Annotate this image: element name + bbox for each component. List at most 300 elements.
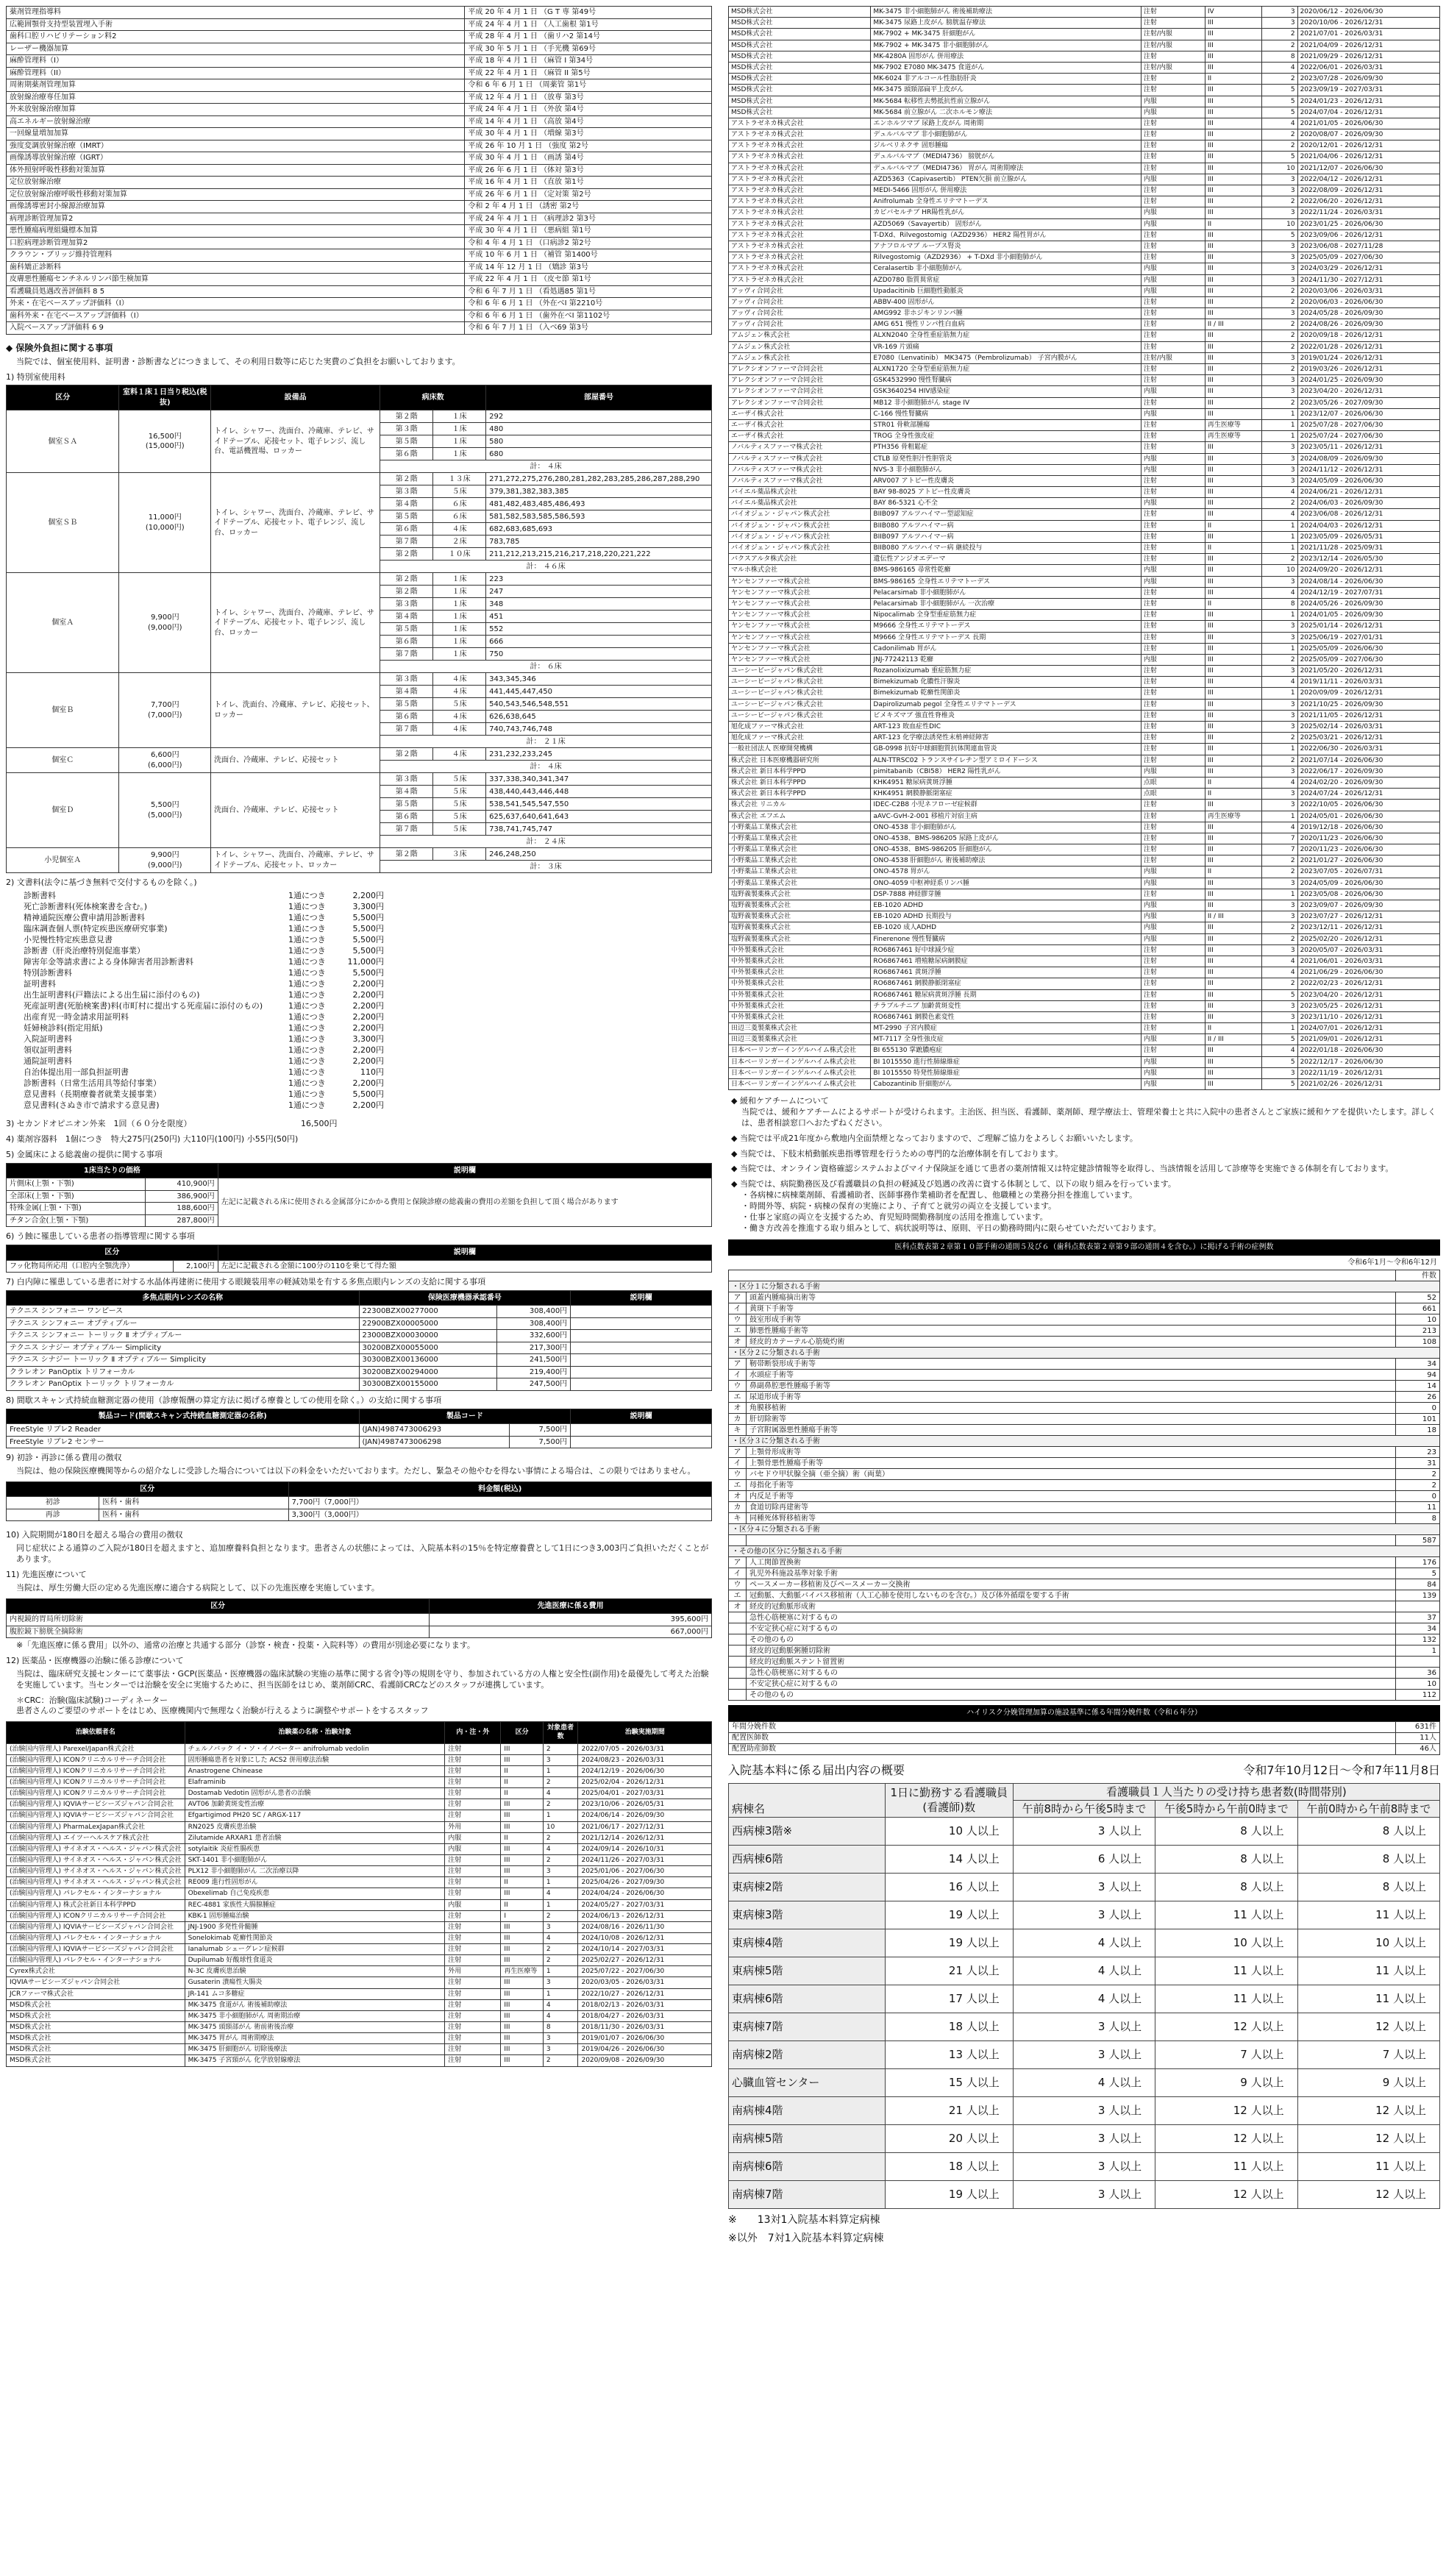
trial-sponsor: MSD株式会社 (729, 7, 871, 18)
advanced-head-fee: 先進医療に係る費用 (430, 1598, 712, 1614)
glucose-head-name: 製品コード(間歇スキャン式持続血糖測定器の名称) (7, 1409, 360, 1424)
trial-row (729, 989, 1440, 1000)
trial-phase: III (1205, 341, 1261, 352)
ward-ratio-evening: 8 人以上 (1155, 1874, 1297, 1901)
ward-ratio-evening: 12 人以上 (1155, 2125, 1297, 2153)
room-beds: １床 (433, 648, 486, 661)
trial-drug: BI 1015550 進行性肺線維症 (871, 1056, 1141, 1067)
trial-phase: III (1205, 397, 1261, 408)
caries-note: 左記に記載される金額に100分の110を乗じて得た額 (218, 1260, 711, 1273)
surgery-code (729, 1612, 747, 1623)
registration-name: レーザー機器加算 (7, 43, 465, 55)
surgery-count: 10 (1396, 1679, 1440, 1690)
room-numbers: 348 (486, 598, 712, 611)
crc-count: 2 (543, 2055, 578, 2066)
trial-route: 注射 (1141, 1023, 1205, 1034)
registration-row (7, 152, 712, 165)
ward-row (729, 1874, 1440, 1901)
crc-trial-row (7, 1754, 712, 1765)
trial-row (729, 174, 1440, 185)
ward-title: 入院基本料に係る届出内容の概要 (728, 1762, 905, 1777)
crc-route: 注射 (445, 1910, 501, 1921)
document-unit: 1通につき (288, 1034, 326, 1045)
trial-row (729, 576, 1440, 587)
trial-period: 2021/04/06 - 2026/12/31 (1297, 152, 1439, 163)
crc-phase: 再生医療等 (501, 1966, 543, 1977)
trial-period: 2019/11/11 - 2026/03/31 (1297, 677, 1439, 688)
lens-name: テクニス シンフォニー トーリック Ⅱ オプティブルー (7, 1330, 360, 1342)
trial-phase: III (1205, 207, 1261, 218)
crc-period: 2020/03/05 - 2026/03/31 (578, 1977, 712, 1988)
surgery-name: 冠動脈、大動脈バイパス移植術（人工心肺を使用しないものを含む。）及び体外循環を要する手術 (747, 1590, 1396, 1601)
room-fee: 6,600円 (6,000円) (119, 748, 211, 773)
ward-head-name: 病棟名 (729, 1783, 886, 1818)
room-type: 個室ＳＢ (7, 473, 119, 573)
crc-route: 注射 (445, 1776, 501, 1787)
crc-period: 2025/02/04 - 2026/12/31 (578, 1776, 712, 1787)
trial-drug: MK-5684 転移性去勢抵抗性前立腺がん (871, 96, 1141, 107)
crc-route: 注射 (445, 1799, 501, 1810)
document-fee-item (24, 1078, 712, 1089)
crc-route: 注射 (445, 1999, 501, 2010)
trial-sponsor: 小野薬品工業株式会社 (729, 878, 871, 889)
trial-sponsor: 小野薬品工業株式会社 (729, 833, 871, 844)
registration-name: 悪性腫瘍病理組織標本加算 (7, 225, 465, 238)
trial-drug: ARV007 アトピー性皮膚炎 (871, 475, 1141, 486)
advanced-head-type: 区分 (7, 1598, 430, 1614)
ward-ratio-day: 3 人以上 (1013, 1901, 1155, 1929)
trial-row (729, 855, 1440, 867)
trial-drug: M9666 全身性エリテマトーデス (871, 621, 1141, 632)
room-total: 計： ４６床 (380, 561, 712, 573)
trial-phase: III (1205, 285, 1261, 296)
trial-route: 注射 (1141, 744, 1205, 755)
trial-route: 注射 (1141, 431, 1205, 442)
trial-row (729, 509, 1440, 520)
trial-sponsor: バクスアルタ株式会社 (729, 554, 871, 565)
crc-route: 外用 (445, 1966, 501, 1977)
registration-row (7, 67, 712, 79)
registration-row (7, 91, 712, 104)
trial-route: 内服 (1141, 453, 1205, 464)
surgery-code: エ (729, 1480, 747, 1491)
trial-phase: III (1205, 688, 1261, 699)
diamond-bullet-icon: ◆ (731, 1133, 740, 1143)
trial-count: 4 (1262, 62, 1297, 73)
crc-route: 注射 (445, 1788, 501, 1799)
crc-sponsor: (治験国内管理人) IQVIAサービシーズジャパン合同会社 (7, 1810, 185, 1821)
surgery-group-label: ・区分１に分類される手術 (729, 1281, 1440, 1292)
trial-period: 2024/07/01 - 2026/12/31 (1297, 1023, 1439, 1034)
lens-row (7, 1378, 712, 1391)
trial-row (729, 1000, 1440, 1011)
ward-ratio-evening: 9 人以上 (1155, 2069, 1297, 2097)
trial-sponsor: ヤンセンファーマ株式会社 (729, 610, 871, 621)
room-beds: １床 (433, 410, 486, 423)
referral-head-type: 区分 (7, 1481, 289, 1497)
metal-price: 410,900円 (146, 1178, 218, 1191)
trial-count: 3 (1262, 944, 1297, 956)
trial-route: 注射 (1141, 51, 1205, 62)
trial-drug: Pelacarsimab 非小細胞肺がん 一次治療 (871, 598, 1141, 609)
trial-route: 注射 (1141, 598, 1205, 609)
notice-head-text: 当院では平成21年度から敷地内全面禁煙となっておりますので、ご理解ご協力をよろしくお願いいたします。 (739, 1133, 1138, 1143)
surgery-name: 靭帯断裂形成手術等 (747, 1359, 1396, 1370)
trial-phase: III (1205, 129, 1261, 140)
lens-price: 241,500円 (496, 1354, 571, 1367)
trial-row (729, 1045, 1440, 1056)
glucose-row (7, 1424, 712, 1437)
crc-route: 注射 (445, 1955, 501, 1966)
room-beds: １床 (433, 586, 486, 598)
trial-count: 1 (1262, 744, 1297, 755)
crc-count: 10 (543, 1821, 578, 1832)
trial-count: 3 (1262, 252, 1297, 263)
crc-drug: Efgartigimod PH20 SC / ARGX-117 (185, 1810, 445, 1821)
trial-sponsor: 旭化成ファーマ株式会社 (729, 733, 871, 744)
room-head-equip: 設備品 (211, 385, 380, 410)
trial-count: 2 (1262, 933, 1297, 944)
trial-sponsor: アレクシオンファーマ合同会社 (729, 386, 871, 397)
room-total: 計： ６床 (380, 661, 712, 673)
trial-drug: RO6867461 網膜色素変性 (871, 1011, 1141, 1022)
trial-route: 内服 (1141, 386, 1205, 397)
registration-date: 平成 14 年 4 月 1 日 （高放 第4号 (465, 115, 712, 128)
trial-phase: III (1205, 1000, 1261, 1011)
surgery-unit-blank (729, 1270, 1396, 1281)
trial-sponsor: アッヴィ合同会社 (729, 296, 871, 307)
ward-head-ratio: 看護職員１人当たりの受け持ち患者数(時間帯別) (1013, 1783, 1439, 1800)
trial-route: 内服 (1141, 1067, 1205, 1078)
trial-route: 内服 (1141, 766, 1205, 777)
room-equipment: 洗面台、冷蔵庫、テレビ、応接セット (211, 748, 380, 773)
trial-count: 3 (1262, 352, 1297, 363)
document-price: 2,200円 (352, 1056, 384, 1067)
registration-name: 強度変調放射線治療（IMRT） (7, 140, 465, 152)
trial-sponsor: ヤンセンファーマ株式会社 (729, 654, 871, 665)
crc-drug: Obexelimab 自己免疫疾患 (185, 1888, 445, 1899)
diamond-bullet-icon: ◆ (731, 1179, 740, 1189)
trial-sponsor: MSD株式会社 (729, 107, 871, 118)
document-price: 5,500円 (352, 924, 384, 934)
crc-head-phase: 区分 (501, 1722, 543, 1743)
trial-sponsor: エーザイ株式会社 (729, 419, 871, 430)
crc-period: 2025/04/26 - 2027/09/30 (578, 1877, 712, 1888)
glucose-head-code: 製品コード (359, 1409, 571, 1424)
surgery-name: 鼓室形成手術等 (747, 1314, 1396, 1326)
crc-period: 2022/10/27 - 2026/12/31 (578, 1988, 712, 1999)
trial-phase: II (1205, 777, 1261, 788)
trial-phase: III (1205, 621, 1261, 632)
trial-phase: III (1205, 296, 1261, 307)
glucose-table (6, 1409, 712, 1449)
trial-phase: II (1205, 218, 1261, 230)
crc-trial-row (7, 1765, 712, 1776)
trial-period: 2021/06/29 - 2026/06/30 (1297, 967, 1439, 978)
trial-phase: III (1205, 1011, 1261, 1022)
trial-sponsor: 日本ベーリンガーインゲルハイム株式会社 (729, 1056, 871, 1067)
surgery-group-label: ・区分２に分類される手術 (729, 1348, 1440, 1359)
crc-route: 注射 (445, 1810, 501, 1821)
trial-row (729, 800, 1440, 811)
crc-period: 2024/08/23 - 2026/03/31 (578, 1754, 712, 1765)
document-price: 3,300円 (352, 1034, 384, 1045)
trial-route: 内服 (1141, 1056, 1205, 1067)
trial-drug: BAY 86-5321 心不全 (871, 498, 1141, 509)
trial-drug: TROG 全身性強皮症 (871, 431, 1141, 442)
trial-phase: III (1205, 632, 1261, 643)
trial-row (729, 643, 1440, 654)
surgery-name: 上顎骨形成術等 (747, 1447, 1396, 1458)
surgery-code (729, 1657, 747, 1668)
document-name: 領収証明書料 (24, 1045, 72, 1056)
trial-count: 4 (1262, 487, 1297, 498)
crc-phase: II (501, 1776, 543, 1787)
trial-sponsor: バイオジェン・ジャパン株式会社 (729, 520, 871, 531)
trial-period: 2023/04/20 - 2026/12/31 (1297, 386, 1439, 397)
surgery-name (747, 1535, 1396, 1546)
ward-nurse-count: 13 人以上 (885, 2041, 1013, 2069)
trial-route: 注射 (1141, 296, 1205, 307)
trial-sponsor: 株式会社 リニカル (729, 800, 871, 811)
surgery-name: 同種死体腎移植術等 (747, 1513, 1396, 1524)
advanced-name: 腹腔鏡下膀胱全摘除術 (7, 1626, 430, 1638)
room-fee: 7,700円 (7,000円) (119, 673, 211, 748)
surgery-code: エ (729, 1392, 747, 1403)
notice-head (731, 1164, 1440, 1175)
registration-name: 一回線量増加加算 (7, 128, 465, 140)
lens-approval: 30200BZX00294000 (359, 1366, 496, 1378)
trial-period: 2024/05/09 - 2026/06/30 (1297, 878, 1439, 889)
glucose-price: 7,500円 (509, 1424, 570, 1437)
trial-sponsor: ユーシービージャパン株式会社 (729, 699, 871, 710)
trial-row (729, 598, 1440, 609)
crc-sponsor: MSD株式会社 (7, 2010, 185, 2021)
crc-period: 2024/12/19 - 2026/06/30 (578, 1765, 712, 1776)
glucose-head-note: 説明欄 (571, 1409, 712, 1424)
trial-row (729, 230, 1440, 241)
lens-head-note: 説明欄 (571, 1290, 712, 1306)
trial-count: 5 (1262, 85, 1297, 96)
trial-row (729, 632, 1440, 643)
trial-phase: III (1205, 967, 1261, 978)
crc-drug: KBK-1 固形腫瘍治験 (185, 1910, 445, 1921)
surgery-name: 鼻副鼻腔悪性腫瘍手術等 (747, 1381, 1396, 1392)
crc-drug: JR-141 ムコ多糖症 (185, 1988, 445, 1999)
surgery-code (729, 1623, 747, 1634)
room-beds: ５床 (433, 698, 486, 711)
trial-route: 注射 (1141, 185, 1205, 196)
trial-drug: BAY 98-8025 アトピー性皮膚炎 (871, 487, 1141, 498)
high-risk-value: 46人 (1396, 1743, 1440, 1754)
high-risk-value: 11人 (1396, 1732, 1440, 1743)
registration-row (7, 164, 712, 177)
trial-period: 2024/05/09 - 2026/06/30 (1297, 475, 1439, 486)
trial-period: 2024/08/14 - 2026/06/30 (1297, 576, 1439, 587)
surgery-unit-row (729, 1270, 1440, 1281)
trial-count: 3 (1262, 699, 1297, 710)
room-beds: １床 (433, 448, 486, 460)
trial-sponsor: アストラゼネカ株式会社 (729, 118, 871, 129)
ward-name: 南病棟2階 (729, 2041, 886, 2069)
registration-row (7, 298, 712, 310)
document-fee-item (24, 924, 712, 935)
trial-sponsor: バイエル薬品株式会社 (729, 498, 871, 509)
trial-sponsor: 中外製薬株式会社 (729, 956, 871, 967)
trial-period: 2021/02/26 - 2026/12/31 (1297, 1079, 1439, 1090)
glucose-row (7, 1436, 712, 1448)
lens-head-name: 多焦点眼内レンズの名称 (7, 1290, 360, 1306)
ward-ratio-day: 3 人以上 (1013, 2125, 1155, 2153)
trial-drug: AMG992 非ホジキンリンパ腫 (871, 308, 1141, 319)
crc-count: 4 (543, 1888, 578, 1899)
crc-trial-row (7, 1988, 712, 1999)
trial-row (729, 520, 1440, 531)
trial-count: 1 (1262, 610, 1297, 621)
document-fee-item (24, 990, 712, 1001)
surgery-count: 84 (1396, 1579, 1440, 1590)
document-name: 臨床調査個人票(特定疾患医療研究事業) (24, 924, 168, 934)
room-beds: １床 (433, 423, 486, 435)
crc-drug: N-3C 皮膚疾患治験 (185, 1966, 445, 1977)
ward-name: 西病棟3階※ (729, 1818, 886, 1846)
trial-phase: III (1205, 554, 1261, 565)
registration-date: 平成 28 年 4 月 1 日 （歯リハ2 第14号 (465, 31, 712, 43)
trial-phase: III (1205, 62, 1261, 73)
document-fee-item (24, 1012, 712, 1023)
room-fee: 9,900円 (9,000円) (119, 573, 211, 673)
room-beds: ３床 (433, 848, 486, 861)
crc-phase: III (501, 1988, 543, 1999)
trial-period: 2019/01/24 - 2026/12/31 (1297, 352, 1439, 363)
document-fee-item (24, 1100, 712, 1111)
trial-drug: MT-2990 子宮内膜症 (871, 1023, 1141, 1034)
trial-route: 注射 (1141, 1045, 1205, 1056)
trial-row (729, 196, 1440, 207)
crc-route: 注射 (445, 2055, 501, 2066)
ward-ratio-day: 3 人以上 (1013, 2013, 1155, 2041)
trial-route: 注射 (1141, 1000, 1205, 1011)
crc-trial-row (7, 1832, 712, 1843)
caries-table (6, 1245, 712, 1273)
trial-sponsor: 田辺三菱製薬株式会社 (729, 1034, 871, 1045)
trial-sponsor: アストラゼネカ株式会社 (729, 218, 871, 230)
surgery-code: キ (729, 1425, 747, 1436)
surgery-name: 不安定狭心症に対するもの (747, 1679, 1396, 1690)
surgery-row (729, 1458, 1440, 1469)
ward-row (729, 2013, 1440, 2041)
document-unit: 1通につき (288, 913, 326, 923)
surgery-name: 水頭症手術等 (747, 1370, 1396, 1381)
document-price: 2,200円 (352, 1045, 384, 1056)
long-stay-text: 同じ症状による通算のご入院が180日を超えますと、追加療養料負担となります。患者さんの状態によっては、入院基本料の15％を特定療養費として1日につき3,003円ご負担いただくことがあります。 (16, 1543, 709, 1565)
referral-row (7, 1497, 712, 1509)
room-beds: ５床 (433, 823, 486, 836)
trial-count: 3 (1262, 878, 1297, 889)
lens-name: テクニス シンフォニー ワンピース (7, 1306, 360, 1318)
ward-ratio-day: 4 人以上 (1013, 1985, 1155, 2013)
registration-date: 平成 26 年 6 月 1 日 （定対策 第2号 (465, 188, 712, 201)
lens-approval: 22300BZX00277000 (359, 1306, 496, 1318)
trial-period: 2023/01/25 - 2026/06/30 (1297, 218, 1439, 230)
surgery-code: イ (729, 1568, 747, 1579)
ward-ratio-night: 7 人以上 (1297, 2041, 1439, 2069)
trial-count: 2 (1262, 397, 1297, 408)
documents-title: 2) 文書料(法令に基づき無料で交付するものを除く。) (6, 878, 197, 888)
ward-ratio-night: 11 人以上 (1297, 2153, 1439, 2181)
surgery-row (729, 1491, 1440, 1502)
trial-count: 1 (1262, 1023, 1297, 1034)
trial-row (729, 1034, 1440, 1045)
crc-trial-row (7, 1999, 712, 2010)
trial-row (729, 1079, 1440, 1090)
trial-route: 内服 (1141, 576, 1205, 587)
document-name: 特別診断書料 (24, 968, 72, 978)
room-numbers: 379,381,382,383,385 (486, 485, 712, 498)
room-numbers: 666 (486, 636, 712, 648)
ward-ratio-day: 3 人以上 (1013, 2041, 1155, 2069)
document-fee-list (24, 891, 712, 1111)
surgery-code: カ (729, 1414, 747, 1425)
trial-period: 2021/10/25 - 2026/09/30 (1297, 699, 1439, 710)
trial-drug: RO6867461 網膜静脈閉塞症 (871, 978, 1141, 989)
surgery-row (729, 1513, 1440, 1524)
crc-trial-row (7, 2044, 712, 2055)
trial-count: 2 (1262, 285, 1297, 296)
trial-drug: ジルベリネクサ 固形腫瘍 (871, 140, 1141, 152)
trial-route: 内服 (1141, 867, 1205, 878)
trial-drug: ABBV-400 固形がん (871, 296, 1141, 307)
crc-phase: III (501, 1955, 543, 1966)
registration-name: 定位放射線治療呼吸性移動対策加算 (7, 188, 465, 201)
surgery-count: 5 (1396, 1568, 1440, 1579)
crc-drug: sotylaitik 炎症性腸疾患 (185, 1843, 445, 1854)
trial-sponsor: アストラゼネカ株式会社 (729, 185, 871, 196)
crc-route: 注射 (445, 2010, 501, 2021)
crc-period: 2018/11/30 - 2026/03/31 (578, 2022, 712, 2033)
trial-route: 注射 (1141, 341, 1205, 352)
trial-row (729, 1023, 1440, 1034)
room-floor: 第５階 (380, 510, 433, 523)
surgery-code (729, 1668, 747, 1679)
trial-row (729, 833, 1440, 844)
crc-route: 注射 (445, 2022, 501, 2033)
surgery-code: オ (729, 1491, 747, 1502)
registration-row (7, 31, 712, 43)
trial-row (729, 364, 1440, 375)
notice-item (731, 1096, 1440, 1129)
room-floor: 第２階 (380, 548, 433, 561)
trial-period: 2024/08/26 - 2026/09/30 (1297, 319, 1439, 330)
room-beds: ４床 (433, 748, 486, 761)
document-price: 5,500円 (352, 1089, 384, 1100)
crc-phase: III (501, 1977, 543, 1988)
trial-phase: III (1205, 922, 1261, 933)
crc-trial-row (7, 1843, 712, 1854)
room-floor: 第３階 (380, 598, 433, 611)
room-equipment: トイレ、洗面台、冷蔵庫、テレビ、応接セット、ロッカー (211, 673, 380, 748)
trial-phase: III (1205, 118, 1261, 129)
trial-sponsor: 中外製薬株式会社 (729, 1000, 871, 1011)
ward-ratio-night: 12 人以上 (1297, 2181, 1439, 2209)
document-price: 2,200円 (352, 1023, 384, 1033)
trial-sponsor: アッヴィ合同会社 (729, 308, 871, 319)
trial-period: 2025/06/19 - 2027/01/31 (1297, 632, 1439, 643)
surgery-count: 0 (1396, 1403, 1440, 1414)
registration-row (7, 104, 712, 116)
crc-trial-table (6, 1721, 712, 2066)
crc-period: 2019/04/26 - 2026/06/30 (578, 2044, 712, 2055)
